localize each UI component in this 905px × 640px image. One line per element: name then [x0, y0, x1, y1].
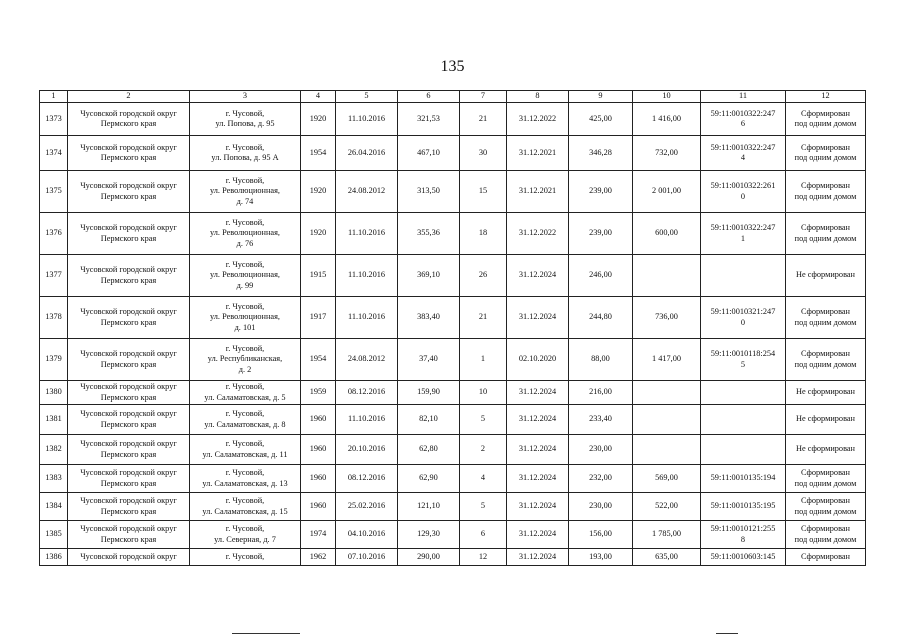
- land-status-cell: Сформирован под одним домом: [786, 521, 866, 549]
- address-cell: г. Чусовой, ул. Северная, д. 7: [190, 521, 301, 549]
- land-area-cell: 1 785,00: [633, 521, 701, 549]
- relocation-deadline-cell: 31.12.2024: [507, 255, 569, 297]
- land-area-cell: 522,00: [633, 493, 701, 521]
- cadastral-number-cell: 59:11:0010322:247 1: [701, 213, 786, 255]
- year-built-cell: 1960: [301, 493, 336, 521]
- area-cell: 129,30: [398, 521, 460, 549]
- cost-per-sqm-cell: 230,00: [569, 493, 633, 521]
- table-row: [40, 405, 866, 435]
- land-area-cell: [633, 405, 701, 435]
- area-cell: 355,36: [398, 213, 460, 255]
- recognition-date-cell: 26.04.2016: [336, 136, 398, 171]
- table-row: [40, 549, 866, 566]
- year-built-cell: 1917: [301, 297, 336, 339]
- row-number-cell: 1381: [40, 405, 68, 435]
- residents-cell: 5: [460, 405, 507, 435]
- year-built-cell: 1960: [301, 405, 336, 435]
- relocation-deadline-cell: 31.12.2024: [507, 381, 569, 405]
- year-built-cell: 1920: [301, 213, 336, 255]
- land-status-cell: Сформирован под одним домом: [786, 339, 866, 381]
- cadastral-number-cell: 59:11:0010603:145: [701, 549, 786, 566]
- area-cell: 383,40: [398, 297, 460, 339]
- relocation-deadline-cell: 31.12.2024: [507, 521, 569, 549]
- column-header: 9: [569, 91, 633, 103]
- relocation-deadline-cell: 31.12.2022: [507, 213, 569, 255]
- land-area-cell: 569,00: [633, 465, 701, 493]
- relocation-deadline-cell: 31.12.2022: [507, 103, 569, 136]
- recognition-date-cell: 25.02.2016: [336, 493, 398, 521]
- residents-cell: 18: [460, 213, 507, 255]
- municipality-cell: Чусовской городской округ Пермского края: [68, 521, 190, 549]
- land-status-cell: Не сформирован: [786, 255, 866, 297]
- column-header: 5: [336, 91, 398, 103]
- area-cell: 82,10: [398, 405, 460, 435]
- area-cell: 467,10: [398, 136, 460, 171]
- cadastral-number-cell: 59:11:0010322:247 4: [701, 136, 786, 171]
- footer-divider: [232, 633, 300, 634]
- address-cell: г. Чусовой, ул. Саламатовская, д. 15: [190, 493, 301, 521]
- year-built-cell: 1954: [301, 339, 336, 381]
- year-built-cell: 1960: [301, 465, 336, 493]
- cost-per-sqm-cell: 346,28: [569, 136, 633, 171]
- cadastral-number-cell: 59:11:0010135:195: [701, 493, 786, 521]
- year-built-cell: 1962: [301, 549, 336, 566]
- cost-per-sqm-cell: 230,00: [569, 435, 633, 465]
- column-header: 8: [507, 91, 569, 103]
- address-cell: г. Чусовой, ул. Революционная, д. 99: [190, 255, 301, 297]
- cadastral-number-cell: 59:11:0010322:261 0: [701, 171, 786, 213]
- municipality-cell: Чусовской городской округ Пермского края: [68, 381, 190, 405]
- recognition-date-cell: 11.10.2016: [336, 297, 398, 339]
- residents-cell: 1: [460, 339, 507, 381]
- recognition-date-cell: 08.12.2016: [336, 465, 398, 493]
- land-area-cell: 1 417,00: [633, 339, 701, 381]
- table-row: [40, 103, 866, 136]
- municipality-cell: Чусовской городской округ Пермского края: [68, 213, 190, 255]
- cadastral-number-cell: [701, 435, 786, 465]
- municipality-cell: Чусовской городской округ Пермского края: [68, 339, 190, 381]
- residents-cell: 12: [460, 549, 507, 566]
- row-number-cell: 1384: [40, 493, 68, 521]
- registry-table: [39, 90, 866, 566]
- area-cell: 313,50: [398, 171, 460, 213]
- cost-per-sqm-cell: 156,00: [569, 521, 633, 549]
- table-row: [40, 381, 866, 405]
- residents-cell: 30: [460, 136, 507, 171]
- address-cell: г. Чусовой, ул. Республиканская, д. 2: [190, 339, 301, 381]
- area-cell: 62,80: [398, 435, 460, 465]
- land-status-cell: Сформирован под одним домом: [786, 493, 866, 521]
- residents-cell: 21: [460, 297, 507, 339]
- area-cell: 121,10: [398, 493, 460, 521]
- cadastral-number-cell: [701, 381, 786, 405]
- row-number-cell: 1385: [40, 521, 68, 549]
- land-status-cell: Сформирован под одним домом: [786, 297, 866, 339]
- address-cell: г. Чусовой, ул. Революционная, д. 74: [190, 171, 301, 213]
- land-status-cell: Сформирован под одним домом: [786, 171, 866, 213]
- municipality-cell: Чусовской городской округ Пермского края: [68, 493, 190, 521]
- area-cell: 62,90: [398, 465, 460, 493]
- table-row: [40, 136, 866, 171]
- municipality-cell: Чусовской городской округ Пермского края: [68, 171, 190, 213]
- cost-per-sqm-cell: 216,00: [569, 381, 633, 405]
- year-built-cell: 1915: [301, 255, 336, 297]
- land-area-cell: [633, 435, 701, 465]
- municipality-cell: Чусовской городской округ Пермского края: [68, 297, 190, 339]
- column-header: 1: [40, 91, 68, 103]
- cadastral-number-cell: 59:11:0010118:254 5: [701, 339, 786, 381]
- land-area-cell: 1 416,00: [633, 103, 701, 136]
- table-row: [40, 255, 866, 297]
- recognition-date-cell: 08.12.2016: [336, 381, 398, 405]
- cost-per-sqm-cell: 425,00: [569, 103, 633, 136]
- relocation-deadline-cell: 31.12.2024: [507, 405, 569, 435]
- relocation-deadline-cell: 31.12.2024: [507, 297, 569, 339]
- land-status-cell: Сформирован под одним домом: [786, 213, 866, 255]
- footer-divider: [716, 633, 738, 634]
- land-status-cell: Не сформирован: [786, 435, 866, 465]
- address-cell: г. Чусовой, ул. Саламатовская, д. 8: [190, 405, 301, 435]
- municipality-cell: Чусовской городской округ Пермского края: [68, 136, 190, 171]
- land-area-cell: 600,00: [633, 213, 701, 255]
- area-cell: 321,53: [398, 103, 460, 136]
- residents-cell: 2: [460, 435, 507, 465]
- table-row: [40, 521, 866, 549]
- recognition-date-cell: 24.08.2012: [336, 171, 398, 213]
- cadastral-number-cell: [701, 405, 786, 435]
- column-header: 10: [633, 91, 701, 103]
- land-status-cell: Не сформирован: [786, 381, 866, 405]
- relocation-deadline-cell: 31.12.2021: [507, 171, 569, 213]
- page-number: 135: [440, 58, 465, 75]
- land-area-cell: 2 001,00: [633, 171, 701, 213]
- cost-per-sqm-cell: 193,00: [569, 549, 633, 566]
- cost-per-sqm-cell: 239,00: [569, 213, 633, 255]
- cadastral-number-cell: 59:11:0010322:247 6: [701, 103, 786, 136]
- column-header: 6: [398, 91, 460, 103]
- residents-cell: 4: [460, 465, 507, 493]
- address-cell: г. Чусовой, ул. Попова, д. 95: [190, 103, 301, 136]
- municipality-cell: Чусовской городской округ Пермского края: [68, 255, 190, 297]
- area-cell: 290,00: [398, 549, 460, 566]
- cost-per-sqm-cell: 244,80: [569, 297, 633, 339]
- land-status-cell: Сформирован под одним домом: [786, 465, 866, 493]
- address-cell: г. Чусовой, ул. Саламатовская, д. 5: [190, 381, 301, 405]
- residents-cell: 6: [460, 521, 507, 549]
- table-row: [40, 213, 866, 255]
- recognition-date-cell: 11.10.2016: [336, 103, 398, 136]
- area-cell: 37,40: [398, 339, 460, 381]
- area-cell: 159,90: [398, 381, 460, 405]
- relocation-deadline-cell: 31.12.2021: [507, 136, 569, 171]
- area-cell: 369,10: [398, 255, 460, 297]
- row-number-cell: 1383: [40, 465, 68, 493]
- cadastral-number-cell: 59:11:0010135:194: [701, 465, 786, 493]
- recognition-date-cell: 11.10.2016: [336, 405, 398, 435]
- land-area-cell: [633, 255, 701, 297]
- recognition-date-cell: 04.10.2016: [336, 521, 398, 549]
- year-built-cell: 1920: [301, 103, 336, 136]
- relocation-deadline-cell: 31.12.2024: [507, 465, 569, 493]
- row-number-cell: 1376: [40, 213, 68, 255]
- column-header: 11: [701, 91, 786, 103]
- row-number-cell: 1377: [40, 255, 68, 297]
- address-cell: г. Чусовой, ул. Революционная, д. 101: [190, 297, 301, 339]
- year-built-cell: 1974: [301, 521, 336, 549]
- residents-cell: 26: [460, 255, 507, 297]
- row-number-cell: 1386: [40, 549, 68, 566]
- cost-per-sqm-cell: 246,00: [569, 255, 633, 297]
- cost-per-sqm-cell: 88,00: [569, 339, 633, 381]
- land-area-cell: 635,00: [633, 549, 701, 566]
- address-cell: г. Чусовой, ул. Саламатовская, д. 11: [190, 435, 301, 465]
- row-number-cell: 1375: [40, 171, 68, 213]
- table-row: [40, 493, 866, 521]
- table-body: [40, 103, 866, 566]
- row-number-cell: 1380: [40, 381, 68, 405]
- cadastral-number-cell: 59:11:0010321:247 0: [701, 297, 786, 339]
- table-row: [40, 435, 866, 465]
- table-row: [40, 339, 866, 381]
- municipality-cell: Чусовской городской округ: [68, 549, 190, 566]
- municipality-cell: Чусовской городской округ Пермского края: [68, 405, 190, 435]
- land-area-cell: 732,00: [633, 136, 701, 171]
- row-number-cell: 1379: [40, 339, 68, 381]
- row-number-cell: 1382: [40, 435, 68, 465]
- residents-cell: 15: [460, 171, 507, 213]
- year-built-cell: 1960: [301, 435, 336, 465]
- recognition-date-cell: 20.10.2016: [336, 435, 398, 465]
- row-number-cell: 1378: [40, 297, 68, 339]
- address-cell: г. Чусовой, ул. Саламатовская, д. 13: [190, 465, 301, 493]
- relocation-deadline-cell: 02.10.2020: [507, 339, 569, 381]
- column-header: 12: [786, 91, 866, 103]
- column-header: 4: [301, 91, 336, 103]
- residents-cell: 21: [460, 103, 507, 136]
- municipality-cell: Чусовской городской округ Пермского края: [68, 435, 190, 465]
- recognition-date-cell: 24.08.2012: [336, 339, 398, 381]
- land-status-cell: Сформирован под одним домом: [786, 136, 866, 171]
- land-status-cell: Не сформирован: [786, 405, 866, 435]
- year-built-cell: 1954: [301, 136, 336, 171]
- cost-per-sqm-cell: 232,00: [569, 465, 633, 493]
- municipality-cell: Чусовской городской округ Пермского края: [68, 465, 190, 493]
- relocation-deadline-cell: 31.12.2024: [507, 549, 569, 566]
- cost-per-sqm-cell: 233,40: [569, 405, 633, 435]
- year-built-cell: 1959: [301, 381, 336, 405]
- row-number-cell: 1373: [40, 103, 68, 136]
- relocation-deadline-cell: 31.12.2024: [507, 493, 569, 521]
- address-cell: г. Чусовой,: [190, 549, 301, 566]
- table-row: [40, 465, 866, 493]
- municipality-cell: Чусовской городской округ Пермского края: [68, 103, 190, 136]
- land-area-cell: [633, 381, 701, 405]
- table-row: [40, 297, 866, 339]
- cadastral-number-cell: 59:11:0010121:255 8: [701, 521, 786, 549]
- residents-cell: 5: [460, 493, 507, 521]
- address-cell: г. Чусовой, ул. Попова, д. 95 А: [190, 136, 301, 171]
- recognition-date-cell: 11.10.2016: [336, 255, 398, 297]
- relocation-deadline-cell: 31.12.2024: [507, 435, 569, 465]
- residents-cell: 10: [460, 381, 507, 405]
- row-number-cell: 1374: [40, 136, 68, 171]
- cadastral-number-cell: [701, 255, 786, 297]
- column-number-row: [40, 91, 866, 103]
- land-status-cell: Сформирован: [786, 549, 866, 566]
- address-cell: г. Чусовой, ул. Революционная, д. 76: [190, 213, 301, 255]
- column-header: 7: [460, 91, 507, 103]
- column-header: 3: [190, 91, 301, 103]
- land-status-cell: Сформирован под одним домом: [786, 103, 866, 136]
- column-header: 2: [68, 91, 190, 103]
- land-area-cell: 736,00: [633, 297, 701, 339]
- cost-per-sqm-cell: 239,00: [569, 171, 633, 213]
- recognition-date-cell: 07.10.2016: [336, 549, 398, 566]
- year-built-cell: 1920: [301, 171, 336, 213]
- table-row: [40, 171, 866, 213]
- recognition-date-cell: 11.10.2016: [336, 213, 398, 255]
